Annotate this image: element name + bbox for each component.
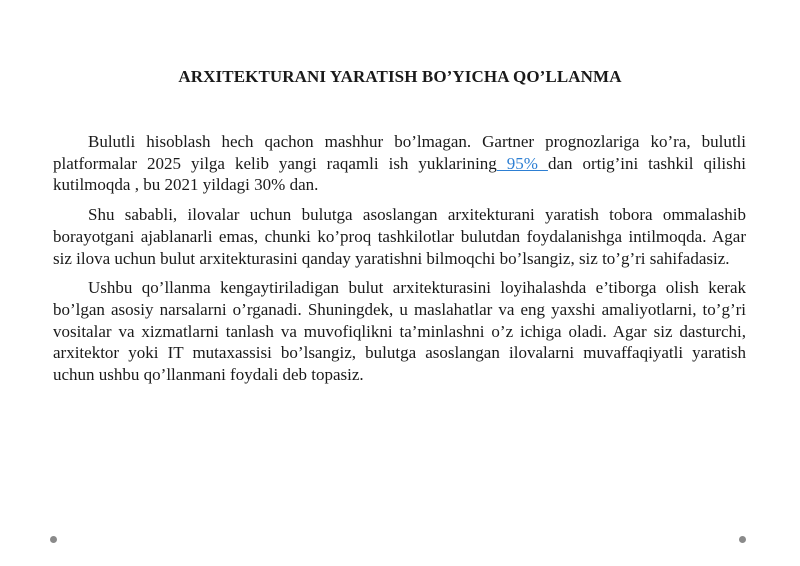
page-corner-dot-right (739, 536, 746, 543)
paragraph-intro (53, 131, 746, 196)
page-corner-dot-left (50, 536, 57, 543)
paragraph-guide-overview: Ushbu qo’llanma kengaytiriladigan bulut arxitekturasini loyihalashda e’tiborga olish kerak bo’lgan asosiy narsalarni o’rganadi. Shuningdek, u maslahatlar va eng yaxshi amaliyotlarni, to’g’ri vositalar va xizmatlarni tanlash va muvofiqlikni ta’minlashni o’z ichiga oladi. Agar siz dasturchi, arxitektor yoki IT mutaxassisi bo’lsangiz, bulutga asoslangan ilovalarni muvaffaqiyatli yaratish uchun ushbu qo’llanmani foydali deb topasiz. (53, 278, 746, 385)
document-title: ARXITEKTURANI YARATISH BO’YICHA QO’LLANMA (178, 67, 622, 86)
statistic-link[interactable]: 95% (496, 153, 548, 173)
document-body (53, 131, 746, 394)
paragraph-reason: Shu sababli, ilovalar uchun bulutga asoslangan arxitekturani yaratish tobora ommalashib borayotgani ajablanarli emas, chunki ko’proq tashkilotlar bulutdan foydalanishga intilmoqda. Agar siz ilova uchun bulut arxitekturasini qanday yaratishni bilmoqchi bo’lsangiz, siz to’g’ri sahifadasiz. (53, 205, 746, 268)
paragraph-intro-text-start: Bulutli hisoblash hech qachon mashhur bo’lmagan. Gartner prognozlariga ko’ra, bulutli platformalar 2025 yilga kelib yangi raqamli ish yuklarining (53, 132, 746, 173)
paragraph-intro-text-end: dan ortig’ini tashkil qilishi kutilmoqda , bu 2021 yildagi 30% dan. (53, 153, 746, 195)
